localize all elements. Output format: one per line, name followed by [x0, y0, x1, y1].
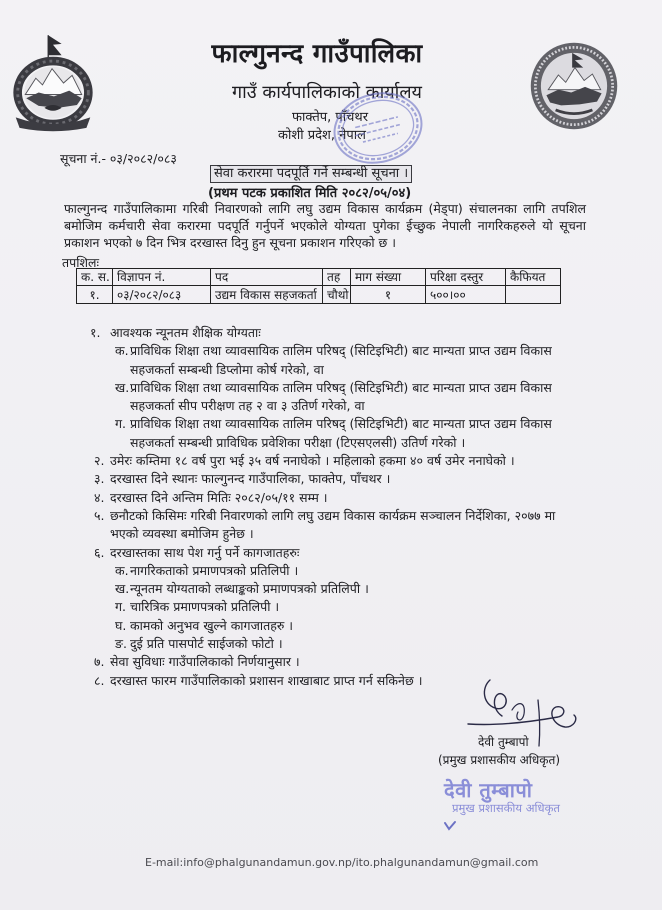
municipality-title: फाल्गुनन्द गाउँपालिका	[211, 39, 423, 69]
sub-item-text: दुई प्रति पासपोर्ट साईजको फोटो ।	[130, 636, 283, 652]
vacancy-table	[76, 268, 561, 304]
item-text: उमेरः कम्तिमा १८ वर्ष पुरा भई ३५ वर्ष ननाघेको । महिलाको हकमा ४० वर्ष उमेर ननाघेको ।	[110, 453, 515, 469]
sub-item-number: ख.	[115, 379, 130, 395]
item-number: ३.	[94, 471, 105, 487]
sub-list-item	[84, 580, 584, 598]
sub-list-item	[84, 342, 584, 379]
sub-item-text: प्राविधिक शिक्षा तथा व्यावसायिक तालिम परिषद् (सिटिइभिटी) बाट मान्यता प्राप्त उद्यम विकास सहजकर्ता सम्बन्धी डिप्लोमा कोर्ष गरेको, वा	[130, 343, 552, 377]
signature-stroke-4	[512, 704, 524, 720]
item-text: सेवा सुविधाः गाउँपालिकाको निर्णयानुसार ।	[110, 654, 300, 670]
published-date: (प्रथम पटक प्रकाशित मिति २०८२/०५/०४)	[208, 186, 412, 201]
cell-remarks	[506, 286, 561, 304]
signature-stroke-1	[484, 680, 506, 716]
requirements-list	[84, 324, 584, 690]
signatory-title: (प्रमुख प्रशासकीय अधिकृत)	[438, 753, 561, 767]
item-text: दरखास्तका साथ पेश गर्नु पर्ने कागजातहरुः	[110, 544, 300, 560]
list-item	[84, 452, 584, 470]
office-stamp	[326, 86, 430, 170]
list-item	[84, 324, 584, 342]
sub-item-number: ग.	[115, 416, 127, 432]
list-item	[84, 544, 584, 562]
list-item	[84, 507, 584, 544]
stamp-signatory-title: प्रमुख प्रशासकीय अधिकृत	[452, 801, 560, 815]
item-number: ८.	[94, 672, 105, 688]
stamp-mark-stroke	[445, 822, 455, 829]
sub-item-text: चारित्रिक प्रमाणपत्रको प्रतिलिपी ।	[130, 599, 280, 615]
address-line-1: फाक्तेप, पाँचथर	[291, 110, 369, 125]
notice-number: सूचना नं.- ०३/२०८२/०८३	[60, 151, 177, 166]
office-name: गाउँ कार्यपालिकाको कार्यालय	[232, 82, 422, 103]
sub-item-number: ङ.	[115, 636, 127, 652]
item-number: ५.	[94, 507, 105, 523]
footer-email: E-mail:info@phalgunandamun.gov.np/ito.phalgunandamun@gmail.com	[145, 856, 539, 869]
sub-item-number: ख.	[115, 581, 130, 597]
header-fee: परिक्षा दस्तुर	[426, 269, 506, 286]
sub-list-item	[84, 379, 584, 416]
header-demand: माग संख्या	[351, 269, 426, 286]
signature-stroke-2	[468, 707, 576, 727]
sub-item-text: न्यूनतम योग्यताको लब्धाङ्कको प्रमाणपत्रको प्रतिलिपी ।	[130, 581, 369, 597]
sub-item-number: ग.	[115, 599, 127, 615]
sub-item-number: क.	[115, 562, 129, 578]
cell-fee: ५००।००	[426, 286, 506, 304]
sub-list-item	[84, 415, 584, 452]
sub-item-text: कामको अनुभव खुल्ने कागजातहरु ।	[130, 617, 294, 633]
header-remarks: कैफियत	[506, 269, 561, 286]
header-ad-number: विज्ञापन नं.	[113, 269, 211, 286]
intro-paragraph: फाल्गुनन्द गाउँपालिकामा गरिबी निवारणको लागि लघु उद्यम विकास कार्यक्रम (मेड्पा) संचालनका लागि तपशिल बमोजिम कर्मचारी सेवा करारमा पदपूर्ति गर्नुपर्ने भएकोले योग्यता पुगेका ईच्छुक नेपाली नागरिकहरुले यो सूचना प्रकाशन भएको ७ दिन भित्र दरखास्त दिनु हुन सूचना प्रकाशन गरिएको छ ।	[64, 201, 586, 250]
list-item	[84, 470, 584, 488]
item-text: दरखास्त दिने अन्तिम मितिः २०८२/०५/११ सम्म ।	[110, 489, 328, 505]
sub-list-item	[84, 598, 584, 616]
sub-item-number: क.	[115, 343, 129, 359]
table-header-row	[77, 269, 561, 286]
sub-item-number: घ.	[115, 617, 127, 633]
notice-subject: सेवा करारमा पदपूर्ति गर्ने सम्बन्धी सूचना ।	[210, 165, 412, 183]
stamp-mark	[443, 820, 457, 832]
item-number: ४.	[94, 489, 105, 505]
item-number: ७.	[94, 654, 105, 670]
item-text: दरखास्त दिने स्थानः फाल्गुनन्द गाउँपालिका, फाक्तेप, पाँचथर ।	[110, 471, 391, 487]
cell-demand: १	[351, 286, 426, 304]
table-row	[77, 286, 561, 304]
header-level: तह	[323, 269, 351, 286]
item-text: दरखास्त फारम गाउँपालिकाको प्रशासन शाखाबाट प्राप्त गर्न सकिनेछ ।	[110, 672, 423, 688]
list-item	[84, 653, 584, 671]
sub-item-text: नागरिकताको प्रमाणपत्रको प्रतिलिपी ।	[130, 562, 299, 578]
item-number: ६.	[94, 544, 105, 560]
item-number: २.	[94, 453, 105, 469]
signature-stroke-3	[538, 700, 540, 746]
header-post: पद	[211, 269, 323, 286]
sub-list-item	[84, 635, 584, 653]
sub-item-text: प्राविधिक शिक्षा तथा व्यावसायिक तालिम परिषद् (सिटिइभिटी) बाट मान्यता प्राप्त उद्यम विकास सहजकर्ता सीप परीक्षण तह २ वा ३ उतिर्ण गरेको, वा	[130, 379, 552, 414]
sub-list-item	[84, 617, 584, 635]
header-serial: क. स.	[77, 269, 113, 286]
list-item	[84, 489, 584, 507]
cell-serial: १.	[77, 286, 113, 304]
sub-list-item	[84, 562, 584, 580]
stamp-line-3	[363, 133, 398, 142]
stamp-signatory-name: देवी तुम्बापो	[444, 778, 533, 802]
cell-post: उद्यम विकास सहजकर्ता	[211, 286, 323, 304]
details-label: तपशिलः	[62, 255, 99, 270]
sub-item-text: प्राविधिक शिक्षा तथा व्यावसायिक तालिम परिषद् (सिटिइभिटी) बाट मान्यता प्राप्त उद्यम विकास सहजकर्ता सम्बन्धी प्राविधिक प्रवेशिका परीक्षा (टिएसएलसी) उतिर्ण गरेको ।	[130, 416, 552, 450]
signatory-name: देवी तुम्बापो	[478, 735, 529, 749]
item-text: आवश्यक न्यूनतम शैक्षिक योग्यताः	[110, 325, 261, 340]
address-line-2: कोशी प्रदेश, नेपाल	[278, 128, 366, 143]
cell-level: चौथो	[323, 286, 351, 304]
item-number: १.	[90, 325, 101, 340]
cell-ad-number: ०३/२०८२/०८३	[113, 286, 211, 304]
item-text: छनौटको किसिमः गरिबी निवारणको लागि लघु उद्यम विकास कार्यक्रम सञ्चालन निर्देशिका, २०७७ मा भएको व्यवस्था बमोजिम हुनेछ ।	[110, 507, 556, 542]
